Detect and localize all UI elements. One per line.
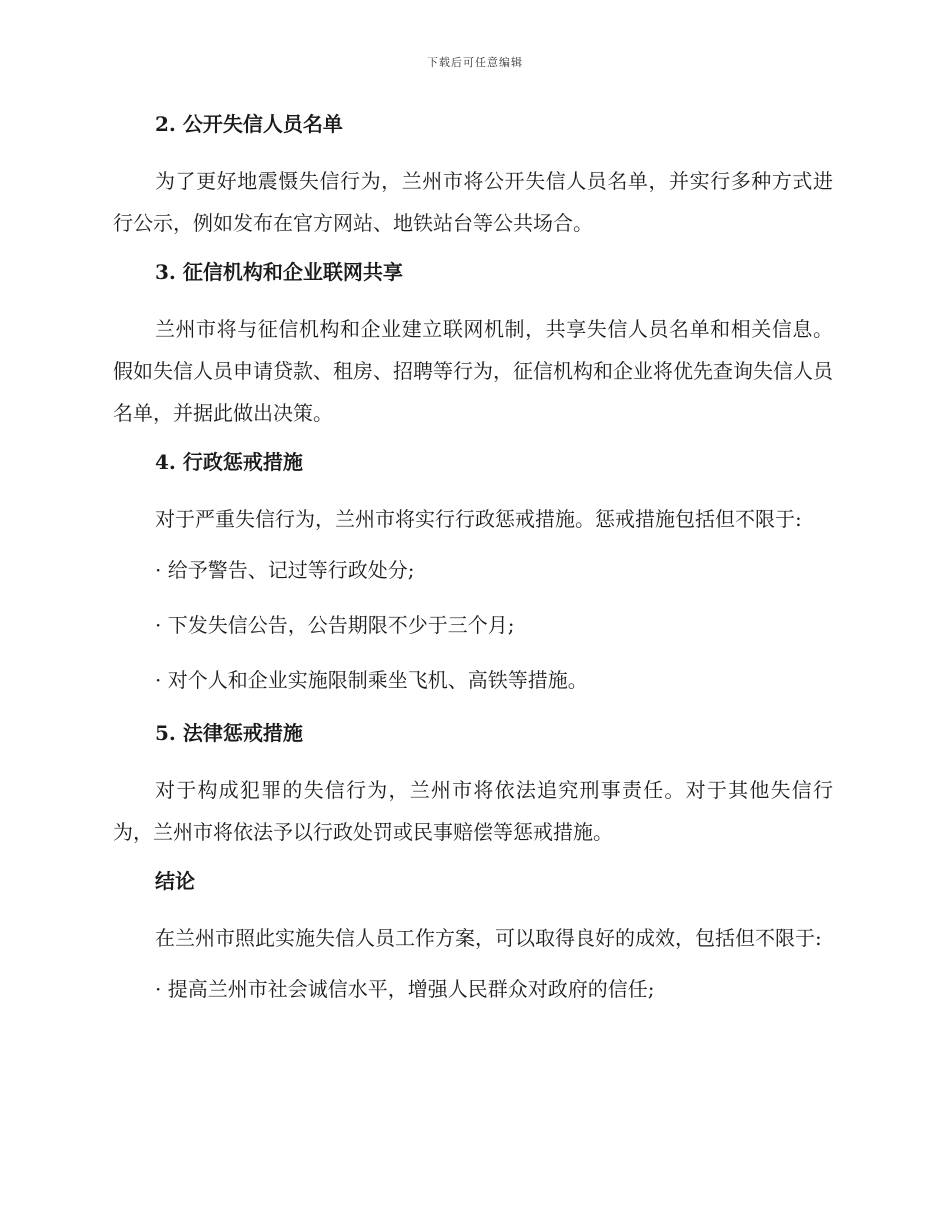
- list-item: · 给予警告、记过等行政处分;: [155, 558, 415, 582]
- list-item: · 对个人和企业实施限制乘坐飞机、高铁等措施。: [155, 668, 588, 692]
- section-2-paragraph: 为了更好地震慑失信行为，兰州市将公开失信人员名单，并实行多种方式进行公示，例如发布在官方网站、地铁站台等公共场合。: [113, 169, 833, 235]
- section-heading-4: 4. 行政惩戒措施: [155, 450, 303, 474]
- section-heading-3: 3. 征信机构和企业联网共享: [155, 260, 403, 284]
- section-heading-5: 5. 法律惩戒措施: [155, 721, 303, 745]
- conclusion-heading: 结论: [155, 869, 195, 893]
- section-4-paragraph: 对于严重失信行为，兰州市将实行行政惩戒措施。惩戒措施包括但不限于:: [155, 507, 802, 531]
- list-item: · 下发失信公告，公告期限不少于三个月;: [155, 613, 515, 637]
- section-3-paragraph: 兰州市将与征信机构和企业建立联网机制，共享失信人员名单和相关信息。假如失信人员申请贷款、租房、招聘等行为，征信机构和企业将优先查询失信人员名单，并据此做出决策。: [113, 317, 833, 425]
- section-heading-2: 2. 公开失信人员名单: [155, 112, 343, 136]
- page-header: 下载后可任意编辑: [427, 56, 523, 69]
- conclusion-paragraph: 在兰州市照此实施失信人员工作方案，可以取得良好的成效，包括但不限于:: [155, 926, 822, 950]
- section-5-paragraph: 对于构成犯罪的失信行为，兰州市将依法追究刑事责任。对于其他失信行为，兰州市将依法予以行政处罚或民事赔偿等惩戒措施。: [113, 778, 833, 844]
- list-item: · 提高兰州市社会诚信水平，增强人民群众对政府的信任;: [155, 977, 655, 1001]
- document-body: [113, 108, 833, 1026]
